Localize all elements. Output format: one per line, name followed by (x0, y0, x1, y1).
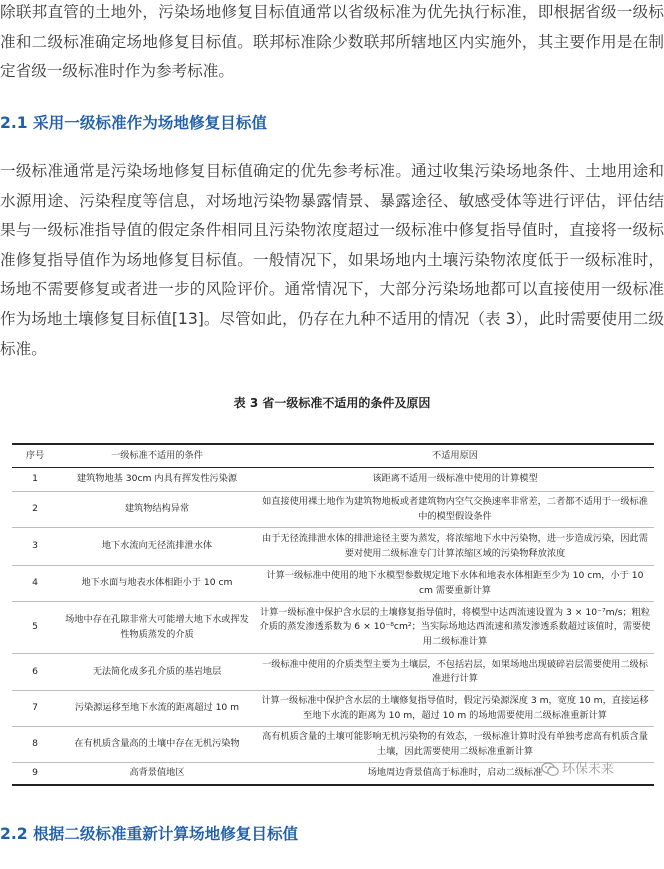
row-reason: 高有机质含量的土壤可能影响无机污染物的有效态，一级标准计算时没有单独考虑高有机质含量土壤，因此需要使用二级标准重新计算 (256, 727, 654, 763)
row-condition: 污染源运移至地下水流的距离超过 10 m (58, 691, 256, 727)
header-reason: 不适用原因 (256, 444, 654, 468)
row-reason: 一级标准中使用的介质类型主要为土壤层，不包括岩层，如果场地出现破碎岩层需要使用二级标准进行计算 (256, 654, 654, 691)
table-row (12, 566, 654, 602)
watermark-text: 环保未来 (562, 762, 615, 777)
row-reason: 如直接使用裸土地作为建筑物地板或者建筑物内空气交换速率非常差，二者都不适用于一级标准中的模型假设条件 (256, 492, 654, 528)
row-no: 4 (12, 566, 58, 602)
row-reason: 该距离不适用一级标准中使用的计算模型 (256, 468, 654, 492)
header-condition: 一级标准不适用的条件 (58, 444, 256, 468)
row-condition: 地下水流向无径流排泄水体 (58, 528, 256, 566)
section-2-1-paragraph: 一级标准通常是污染场地修复目标值确定的优先参考标准。通过收集污染场地条件、土地用途和水源用途、污染程度等信息，对场地污染物暴露情景、暴露途径、敏感受体等进行评估，评估结果与一级标准指导值的假定条件相同且污染物浓度超过一级标准中修复指导值时，直接将一级标准修复指导值作为场地修复目标值。一般情况下，如果场地内土壤污染物浓度低于一级标准时，场地不需要修复或者进一步的风险评价。通常情况下，大部分污染场地都可以直接使用一级标准作为场地土壤修复目标值[13]。尽管如此，仍存在九种不适用的情况（表 3），此时需要使用二级标准。 (0, 162, 664, 358)
row-reason: 计算一级标准中保护含水层的土壤修复指导值时，将模型中达西流速设置为 3 × 10⁻⁷m/s；粗粒介质的蒸发渗透系数为 6 × 10⁻⁸cm²；当实际场地达西流速和蒸发渗透系数超过该值时，需要使用二级标准计算 (256, 602, 654, 654)
row-condition: 地下水面与地表水体相距小于 10 cm (58, 566, 256, 602)
row-no: 5 (12, 602, 58, 654)
table-row (12, 468, 654, 492)
row-reason: 场地周边背景值高于标准时，启动二级标准 (256, 763, 654, 785)
row-reason: 由于无径流排泄水体的排泄途径主要为蒸发，将浓缩地下水中污染物，进一步造成污染，因此需要对使用二级标准专门计算浓缩区域的污染物释放浓度 (256, 528, 654, 566)
wechat-icon (541, 762, 559, 777)
row-no: 6 (12, 654, 58, 691)
row-no: 9 (12, 763, 58, 785)
table-row (12, 691, 654, 727)
table-row (12, 602, 654, 654)
row-condition: 场地中存在孔隙非常大可能增大地下水或挥发性物质蒸发的介质 (58, 602, 256, 654)
row-condition: 在有机质含量高的土壤中存在无机污染物 (58, 727, 256, 763)
row-condition: 建筑物结构异常 (58, 492, 256, 528)
row-condition: 建筑物地基 30cm 内具有挥发性污染源 (58, 468, 256, 492)
table-header-row (12, 444, 654, 468)
criteria-table (12, 443, 654, 786)
row-reason: 计算一级标准中保护含水层的土壤修复指导值时，假定污染源深度 3 m，宽度 10 m，直接运移至地下水流的距离为 10 m，超过 10 m 的场地需要使用二级标准重新计算 (256, 691, 654, 727)
row-reason: 计算一级标准中使用的地下水模型参数规定地下水体和地表水体相距至少为 10 cm，小于 10 cm 需要重新计算 (256, 566, 654, 602)
table-row (12, 492, 654, 528)
section-heading-2-2: 2.2 根据二级标准重新计算场地修复目标值 (0, 825, 299, 843)
row-no: 2 (12, 492, 58, 528)
table-row (12, 528, 654, 566)
row-condition: 高背景值地区 (58, 763, 256, 785)
table-row (12, 654, 654, 691)
watermark (541, 758, 614, 777)
row-no: 1 (12, 468, 58, 492)
row-no: 3 (12, 528, 58, 566)
row-condition: 无法简化成多孔介质的基岩地层 (58, 654, 256, 691)
row-no: 8 (12, 727, 58, 763)
section-heading-2-1: 2.1 采用一级标准作为场地修复目标值 (0, 114, 267, 132)
intro-paragraph: 除联邦直管的土地外，污染场地修复目标值通常以省级标准为优先执行标准，即根据省级一级标准和二级标准确定场地修复目标值。联邦标准除少数联邦所辖地区内实施外，其主要作用是在制定省级一级标准时作为参考标准。 (0, 3, 664, 81)
row-no: 7 (12, 691, 58, 727)
table-caption: 表 3 省一级标准不适用的条件及原因 (233, 396, 431, 410)
header-no: 序号 (12, 444, 58, 468)
